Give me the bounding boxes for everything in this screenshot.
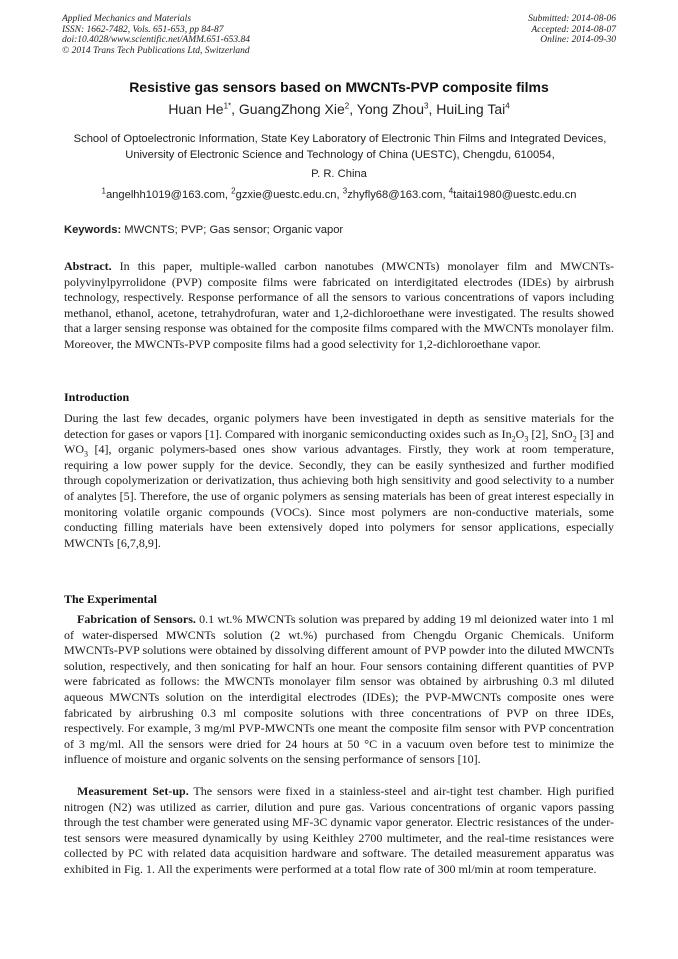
measurement-text: The sensors were fixed in a stainless-steel and air-tight test chamber. High purified nitrogen (N2) was utilized as carrier, dilution and pure gas. Various concentrations of organic vapors passing through the test chamber were generated using MF-3C dynamic vapor generator. Electric resistances of the under-test sensors were measured dynamically by using Keithley 2700 multimeter, and the real-time resistances were collected by PC with related data acquisition hardware and software. The detailed measurement apparatus was exhibited in Fig. 1. All the experiments were performed at a total flow rate of 300 ml/min at room temperature. xyxy=(64,784,614,876)
affiliation-country: P. R. China xyxy=(311,168,367,180)
affiliation: School of Optoelectronic Information, State Key Laboratory of Electronic Thin Films and Integrated Devices, University of Electronic Science and Technology of China (UESTC), Chengdu, 610054, xyxy=(73,133,607,161)
abstract-label: Abstract. xyxy=(64,259,112,273)
fabrication-paragraph xyxy=(64,612,614,768)
email-separator: , xyxy=(336,189,343,201)
intro-text: O xyxy=(515,426,525,441)
fabrication-text: 0.1 wt.% MWCNTs solution was prepared by adding 19 ml deionized water into 1 ml of water-dispersed MWCNTs solution (2 wt.%) purchased from Chengdu Organic Chemicals. Uniform MWCNTs-PVP solutions were obtained by dissolving different amount of PVP powder into the diluted MWCNTs solution, respectively, and then sonicating for half an hour. Four sensors containing different quantities of PVP were fabricated as follows: the MWCNTs monolayer film sensor was obtained by airbrushing 0.3 ml diluted aqueous MWCNTs solution on the interdigital electrodes (IDEs); the PVP-MWCNTs composite ones were fabricated by airbrushing 0.3 ml composite solutions with three concentrations of PVP on three IDEs, respectively. For example, 3 mg/ml PVP-MWCNTs one meant the composite film sensor with PVP concentration of 3 mg/ml. All the sensors were dried for 24 hours at 50 °C in a vacuum oven before test to minimize the influence of moisture and organic solvents on the sensing performance of sensors [10]. xyxy=(64,612,614,767)
intro-subscript: 3 xyxy=(524,433,529,443)
author-sup: 3 xyxy=(423,101,429,111)
dates-header xyxy=(528,14,616,46)
introduction-heading: Introduction xyxy=(64,390,130,404)
journal-name: Applied Mechanics and Materials xyxy=(62,14,192,24)
abstract-text: In this paper, multiple-walled carbon nanotubes (MWCNTs) monolayer film and MWCNTs-polyvinylpyrrolidone (PVP) composite films were fabricated on interdigitated electrodes (IDEs) by airbrush technology, respectively. Response performance of all the sensors to various concentrations of vapors including methanol, ethanol, acetone, tetrahydrofuran, water and 1,2-dichloroethane were investigated. The results showed that a larger sensing response was obtained for the composite films compared with the MWCNTs monolayer film. Moreover, the MWCNTs-PVP composite films had a good selectivity for 1,2-dichloroethane vapor. xyxy=(64,259,614,351)
online-date: Online: 2014-09-30 xyxy=(540,35,616,45)
email-separator: , xyxy=(442,189,449,201)
doi-line[interactable]: doi:10.4028/www.scientific.net/AMM.651-653.84 xyxy=(62,35,250,45)
fabrication-label: Fabrication of Sensors. xyxy=(77,612,196,626)
journal-header xyxy=(62,14,250,56)
accepted-date: Accepted: 2014-08-07 xyxy=(531,24,616,35)
intro-subscript: 2 xyxy=(511,433,516,443)
submitted-date: Submitted: 2014-08-06 xyxy=(528,14,616,24)
email-separator: , xyxy=(224,189,232,201)
author-name: HuiLing Tai xyxy=(436,101,506,117)
email-list xyxy=(0,186,678,201)
introduction-paragraph xyxy=(64,411,614,551)
measurement-paragraph xyxy=(64,784,614,878)
author-name: Yong Zhou xyxy=(356,101,424,117)
author-sup: 4 xyxy=(505,101,510,111)
email-address[interactable]: gzxie@uestc.edu.cn xyxy=(235,189,337,201)
author-separator: , xyxy=(349,101,357,117)
keywords xyxy=(64,224,616,236)
email-address[interactable]: zhyfly68@163.com xyxy=(347,189,443,201)
copyright-line: © 2014 Trans Tech Publications Ltd, Switzerland xyxy=(62,45,250,56)
intro-text: [3] and WO xyxy=(64,426,615,457)
author-sup: 2 xyxy=(344,101,350,111)
author-list xyxy=(0,101,678,117)
experimental-heading: The Experimental xyxy=(64,592,157,606)
email-address[interactable]: angelhh1019@163.com xyxy=(105,189,225,201)
keywords-label: Keywords: xyxy=(64,224,122,236)
intro-text: [4], organic polymers-based ones show various advantages. Firstly, they work at room temperature, requiring a low power supply for the device. Secondly, they can be easily synthesized and further modified through copolymerization or derivatization, thus achieving both high sensitivity and good selectivity to a number of analytes [5]. Therefore, the use of organic polymers as sensing materials has been of great interest especially in monitoring volatile organic compounds (VOCs). Since most polymers are non-conductive materials, some conducting filling materials have been extensively doped into polymers for sensor applications, especially MWCNTs [6,7,8,9]. xyxy=(64,442,614,550)
author-name: Huan He xyxy=(168,101,224,117)
intro-text: During the last few decades, organic polymers have been investigated in depth as sensitive materials for the detection for gases or vapors [1]. Compared with inorganic semiconducting oxides such as In xyxy=(64,411,614,441)
email-sup: 3 xyxy=(342,186,348,196)
paper-title: Resistive gas sensors based on MWCNTs-PVP composite films xyxy=(129,79,549,95)
email-sup: 1 xyxy=(101,186,106,196)
intro-subscript: 2 xyxy=(572,433,577,443)
intro-text: [2], SnO xyxy=(528,426,573,441)
measurement-label: Measurement Set-up. xyxy=(77,784,189,798)
email-sup: 2 xyxy=(231,186,236,196)
keywords-text: MWCNTS; PVP; Gas sensor; Organic vapor xyxy=(121,224,344,236)
author-separator: , xyxy=(428,101,437,117)
intro-subscript: 3 xyxy=(84,449,88,459)
author-separator: , xyxy=(231,101,239,117)
email-address[interactable]: taitai1980@uestc.edu.cn xyxy=(453,189,577,201)
author-name: GuangZhong Xie xyxy=(238,101,345,117)
abstract xyxy=(64,259,614,353)
author-sup: 1* xyxy=(223,101,232,111)
issn-line: ISSN: 1662-7482, Vols. 651-653, pp 84-87 xyxy=(62,24,224,35)
email-sup: 4 xyxy=(448,186,454,196)
